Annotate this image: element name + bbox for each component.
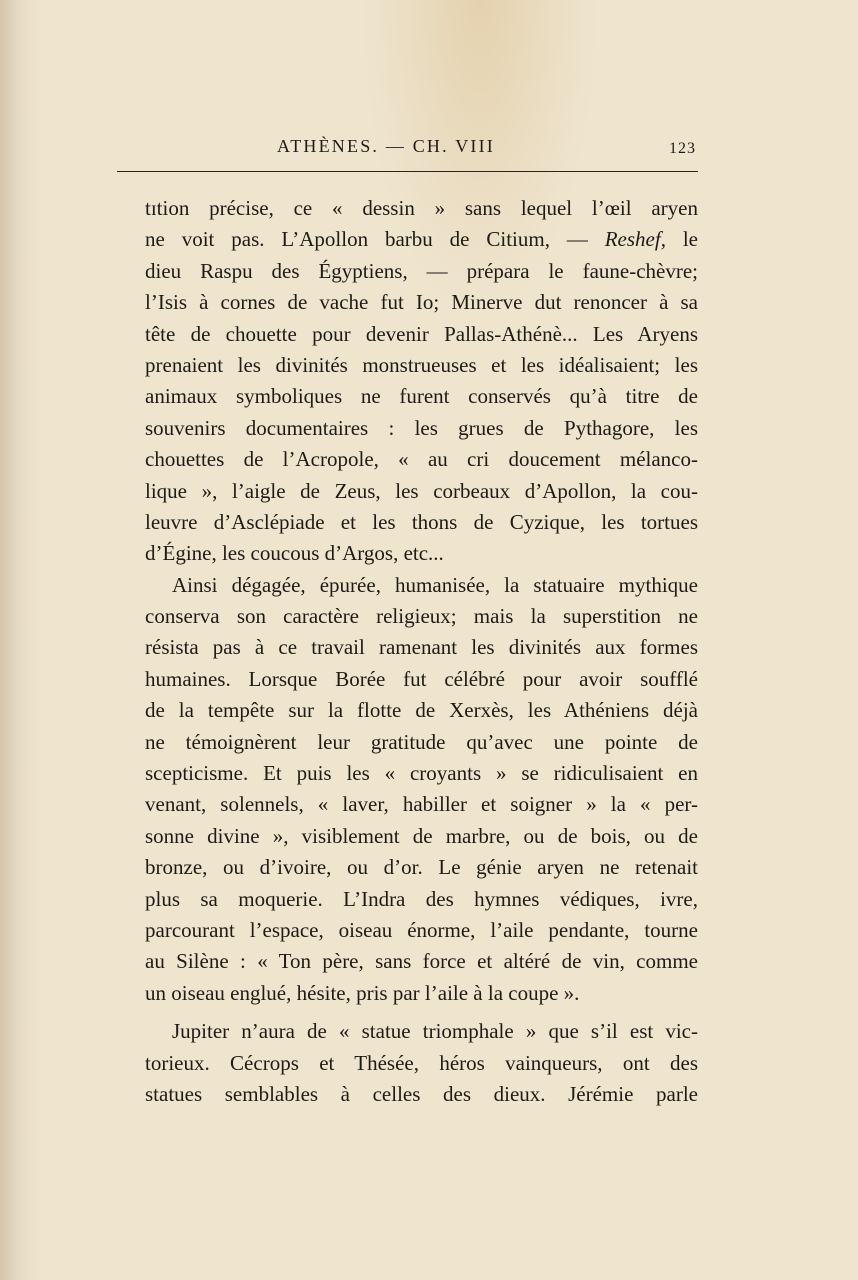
text-line: un oiseau englué, hésite, pris par l’aile à la coupe ».	[145, 980, 580, 1005]
text-line: au Silène : « Ton père, sans force et altéré de vin, comme	[145, 949, 698, 974]
text-segment: ne voit pas. L’Apollon barbu de Citium, —	[145, 227, 605, 252]
chapter-title: ATHÈNES. — CH. VIII	[277, 136, 495, 156]
text-line: conserva son caractère religieux; mais la superstition ne	[145, 604, 698, 629]
text-line: plus sa moquerie. L’Indra des hymnes védiques, ivre,	[145, 886, 698, 911]
text-line: tête de chouette pour devenir Pallas-Athénè... Les Aryens	[145, 321, 698, 346]
text-line: résista pas à ce travail ramenant les divinités aux formes	[145, 635, 698, 660]
text-line: humaines. Lorsque Borée fut célébré pour avoir soufflé	[145, 666, 698, 691]
text-line: parcourant l’espace, oiseau énorme, l’aile pendante, tourne	[145, 917, 698, 942]
text-line	[145, 224, 698, 255]
italic-word: Reshef,	[604, 227, 666, 252]
header-rule	[117, 171, 698, 172]
text-line: l’Isis à cornes de vache fut Io; Minerve dut renoncer à sa	[145, 290, 698, 315]
paragraph	[145, 570, 698, 1009]
text-line: sonne divine », visiblement de marbre, ou de bois, ou de	[145, 823, 698, 848]
text-line: d’Égine, les coucous d’Argos, etc...	[145, 541, 444, 566]
body-text	[145, 193, 698, 1110]
running-head	[116, 133, 696, 163]
text-line: dieu Raspu des Égyptiens, — prépara le faune-chèvre;	[145, 258, 698, 283]
text-line: torieux. Cécrops et Thésée, héros vainqueurs, ont des	[145, 1050, 698, 1075]
text-line: scepticisme. Et puis les « croyants » se ridiculisaient en	[145, 761, 698, 786]
text-line: chouettes de l’Acropole, « au cri doucement mélanco-	[145, 447, 698, 472]
text-line: prenaient les divinités monstrueuses et les idéalisaient; les	[145, 352, 698, 377]
paragraph	[145, 1016, 698, 1110]
page-number: 123	[669, 140, 696, 157]
text-line: bronze, ou d’ivoire, ou d’or. Le génie aryen ne retenait	[145, 855, 698, 880]
paragraph-gap	[145, 1009, 698, 1016]
text-line: venant, solennels, « laver, habiller et soigner » la « per-	[145, 792, 698, 817]
text-line: lique », l’aigle de Zeus, les corbeaux d’Apollon, la cou-	[145, 478, 698, 503]
text-line: ne témoignèrent leur gratitude qu’avec une pointe de	[145, 729, 698, 754]
text-line: Jupiter n’aura de « statue triomphale » que s’il est vic-	[172, 1019, 698, 1044]
text-line: animaux symboliques ne furent conservés qu’à titre de	[145, 384, 698, 409]
text-line: leuvre d’Asclépiade et les thons de Cyzique, les tortues	[145, 509, 698, 534]
text-line: Ainsi dégagée, épurée, humanisée, la statuaire mythique	[172, 572, 698, 597]
paragraph	[145, 193, 698, 570]
text-line: de la tempête sur la flotte de Xerxès, les Athéniens déjà	[145, 698, 698, 723]
text-line: tɪtion précise, ce « dessin » sans lequel l’œil aryen	[145, 196, 698, 220]
text-line: souvenirs documentaires : les grues de Pythagore, les	[145, 415, 698, 440]
text-segment: le	[665, 227, 698, 252]
text-line: statues semblables à celles des dieux. Jérémie parle	[145, 1081, 698, 1106]
